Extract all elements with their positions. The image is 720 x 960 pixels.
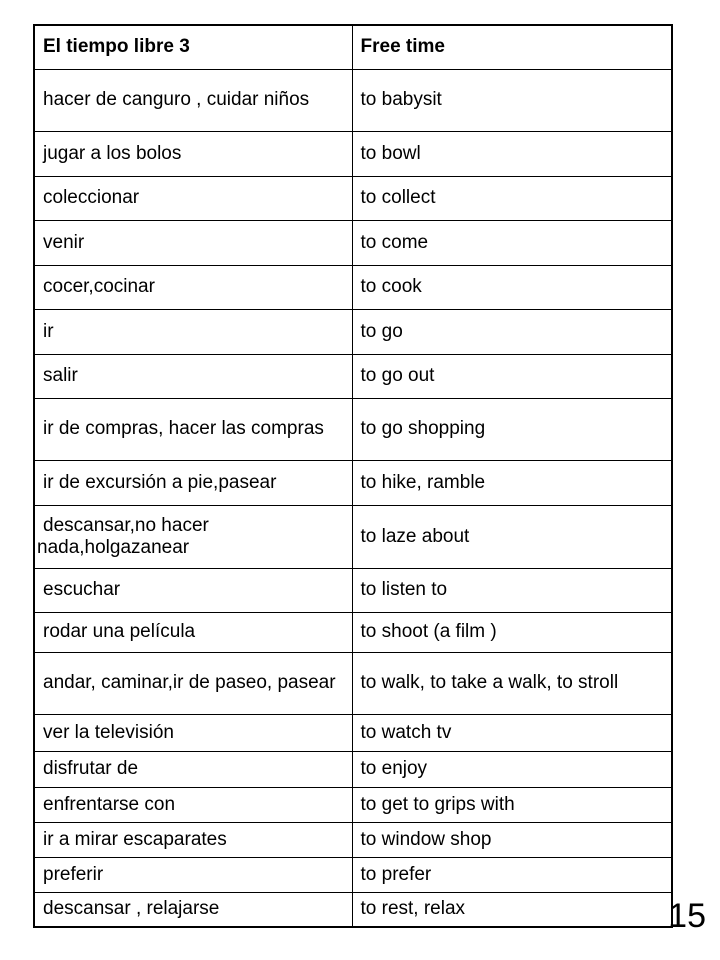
table-row: [34, 69, 672, 131]
cell-english: [352, 612, 672, 652]
cell-english: [352, 265, 672, 309]
cell-spanish: [34, 568, 352, 612]
english-term: to laze about: [360, 525, 470, 547]
english-term: to bowl: [360, 142, 421, 164]
cell-english: [352, 176, 672, 220]
english-term: to window shop: [360, 828, 492, 850]
spanish-term: enfrentarse con: [43, 793, 176, 815]
header-english-text: Free time: [360, 36, 445, 58]
spanish-term: escuchar: [43, 579, 121, 600]
english-term: to babysit: [360, 89, 442, 110]
cell-english: [352, 568, 672, 612]
english-term: to go out: [360, 365, 435, 386]
header-spanish: [34, 25, 352, 69]
cell-english: [352, 460, 672, 505]
vocabulary-table: [33, 24, 673, 928]
table-row: [34, 309, 672, 354]
cell-spanish: [34, 69, 352, 131]
spanish-term: disfrutar de: [43, 758, 139, 779]
cell-spanish: [34, 265, 352, 309]
table-row: [34, 751, 672, 787]
table-row: [34, 787, 672, 822]
spanish-term: preferir: [43, 863, 104, 885]
table-row: [34, 822, 672, 857]
spanish-term: descansar,no hacer nada,holgazanear: [37, 514, 209, 558]
english-term: to go: [360, 320, 403, 342]
cell-english: [352, 131, 672, 176]
spanish-term: cocer,cocinar: [43, 276, 155, 297]
cell-spanish: [34, 892, 352, 927]
table-header-row: [34, 25, 672, 69]
table-row: [34, 892, 672, 927]
english-term: to collect: [360, 187, 436, 208]
english-term: to hike, ramble: [360, 471, 486, 493]
spanish-term: ir a mirar escaparates: [43, 828, 227, 850]
cell-spanish: [34, 652, 352, 714]
header-spanish-text: El tiempo libre 3: [43, 36, 190, 58]
page-number: 15: [668, 897, 706, 935]
spanish-term: andar, caminar,ir de paseo, pasear: [43, 672, 336, 693]
cell-spanish: [34, 505, 352, 568]
cell-spanish: [34, 220, 352, 265]
spanish-term: rodar una película: [43, 621, 196, 642]
cell-english: [352, 857, 672, 892]
table-row: [34, 398, 672, 460]
cell-english: [352, 309, 672, 354]
table-row: [34, 176, 672, 220]
cell-spanish: [34, 398, 352, 460]
english-term: to enjoy: [360, 758, 428, 779]
english-term: to prefer: [360, 863, 432, 885]
table-row: [34, 505, 672, 568]
cell-english: [352, 822, 672, 857]
cell-english: [352, 751, 672, 787]
cell-spanish: [34, 354, 352, 398]
cell-spanish: [34, 460, 352, 505]
cell-spanish: [34, 822, 352, 857]
cell-english: [352, 714, 672, 751]
cell-spanish: [34, 612, 352, 652]
header-english: [352, 25, 672, 69]
cell-spanish: [34, 787, 352, 822]
english-term: to get to grips with: [360, 793, 515, 815]
spanish-term: ir de compras, hacer las compras: [43, 418, 324, 439]
table-row: [34, 265, 672, 309]
english-term: to rest, relax: [360, 898, 466, 920]
english-term: to walk, to take a walk, to stroll: [360, 672, 619, 693]
cell-spanish: [34, 309, 352, 354]
english-term: to shoot (a film ): [360, 621, 497, 642]
table-row: [34, 220, 672, 265]
spanish-term: ver la televisión: [43, 721, 174, 743]
table-row: [34, 354, 672, 398]
spanish-term: jugar a los bolos: [43, 142, 182, 164]
spanish-term: hacer de canguro , cuidar niños: [43, 89, 310, 110]
cell-english: [352, 354, 672, 398]
table-row: [34, 652, 672, 714]
table-row: [34, 568, 672, 612]
cell-english: [352, 505, 672, 568]
english-term: to cook: [360, 276, 422, 297]
table-row: [34, 857, 672, 892]
cell-spanish: [34, 751, 352, 787]
spanish-term: coleccionar: [43, 187, 140, 208]
cell-spanish: [34, 714, 352, 751]
table-row: [34, 612, 672, 652]
cell-spanish: [34, 131, 352, 176]
cell-english: [352, 652, 672, 714]
spanish-term: salir: [43, 365, 78, 386]
english-term: to go shopping: [360, 418, 486, 439]
spanish-term: descansar , relajarse: [43, 898, 220, 920]
cell-spanish: [34, 176, 352, 220]
spanish-term: ir: [43, 320, 54, 342]
english-term: to come: [360, 231, 429, 253]
spanish-term: venir: [43, 231, 85, 253]
english-term: to watch tv: [360, 721, 452, 743]
cell-english: [352, 220, 672, 265]
cell-english: [352, 69, 672, 131]
table-row: [34, 714, 672, 751]
cell-english: [352, 892, 672, 927]
cell-english: [352, 398, 672, 460]
spanish-term: ir de excursión a pie,pasear: [43, 471, 277, 493]
cell-spanish: [34, 857, 352, 892]
cell-english: [352, 787, 672, 822]
english-term: to listen to: [360, 579, 448, 600]
table-row: [34, 131, 672, 176]
table-row: [34, 460, 672, 505]
